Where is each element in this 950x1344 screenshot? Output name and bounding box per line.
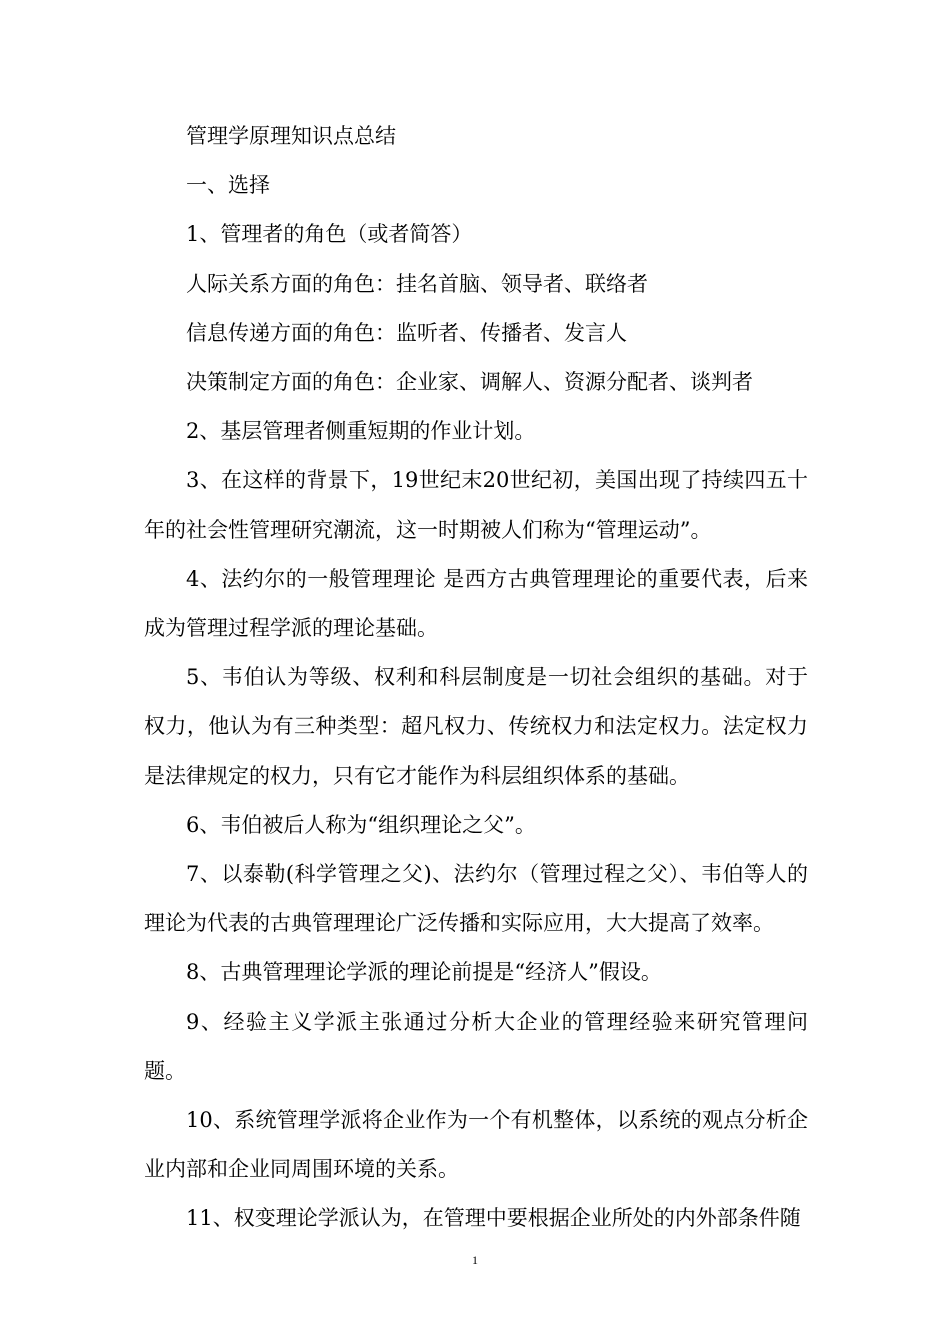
paragraph-14: 11、权变理论学派认为，在管理中要根据企业所处的内外部条件随 xyxy=(186,1206,801,1231)
paragraph-2: 人际关系方面的角色：挂名首脑、领导者、联络者 xyxy=(186,271,648,296)
paragraph-8: 5、韦伯认为等级、权利和科层制度是一切社会组织的基础。对于权力，他认为有三种类型：超凡权力、传统权力和法定权力。法定权力是法律规定的权力，只有它才能作为科层组织体系的基础。 xyxy=(144,665,808,788)
document-title: 管理学原理知识点总结 xyxy=(186,124,396,148)
paragraph-13: 10、系统管理学派将企业作为一个有机整体，以系统的观点分析企业内部和企业同周围环境的关系。 xyxy=(144,1108,808,1182)
paragraph-4: 决策制定方面的角色：企业家、调解人、资源分配者、谈判者 xyxy=(186,370,753,395)
paragraph-5: 2、基层管理者侧重短期的作业计划。 xyxy=(186,419,536,444)
paragraph-6: 3、在这样的背景下，19世纪末20世纪初，美国出现了持续四五十年的社会性管理研究潮流，这一时期被人们称为“管理运动”。 xyxy=(144,468,808,542)
paragraph-12: 9、经验主义学派主张通过分析大企业的管理经验来研究管理问题。 xyxy=(144,1009,808,1083)
paragraph-1: 1、管理者的角色（或者简答） xyxy=(186,222,473,247)
paragraph-9: 6、韦伯被后人称为“组织理论之父”。 xyxy=(186,812,536,837)
paragraph-7: 4、法约尔的一般管理理论 是西方古典管理理论的重要代表，后来成为管理过程学派的理论基础。 xyxy=(144,566,808,641)
section-heading: 一、选择 xyxy=(186,173,270,198)
page-number: 1 xyxy=(472,1253,478,1267)
paragraph-11: 8、古典管理理论学派的理论前提是“经济人”假设。 xyxy=(186,960,662,985)
paragraph-10: 7、以泰勒(科学管理之父)、法约尔（管理过程之父）、韦伯等人的理论为代表的古典管理理论广泛传播和实际应用，大大提高了效率。 xyxy=(144,862,808,936)
paragraph-3: 信息传递方面的角色：监听者、传播者、发言人 xyxy=(186,320,627,345)
document-body xyxy=(144,112,808,1244)
